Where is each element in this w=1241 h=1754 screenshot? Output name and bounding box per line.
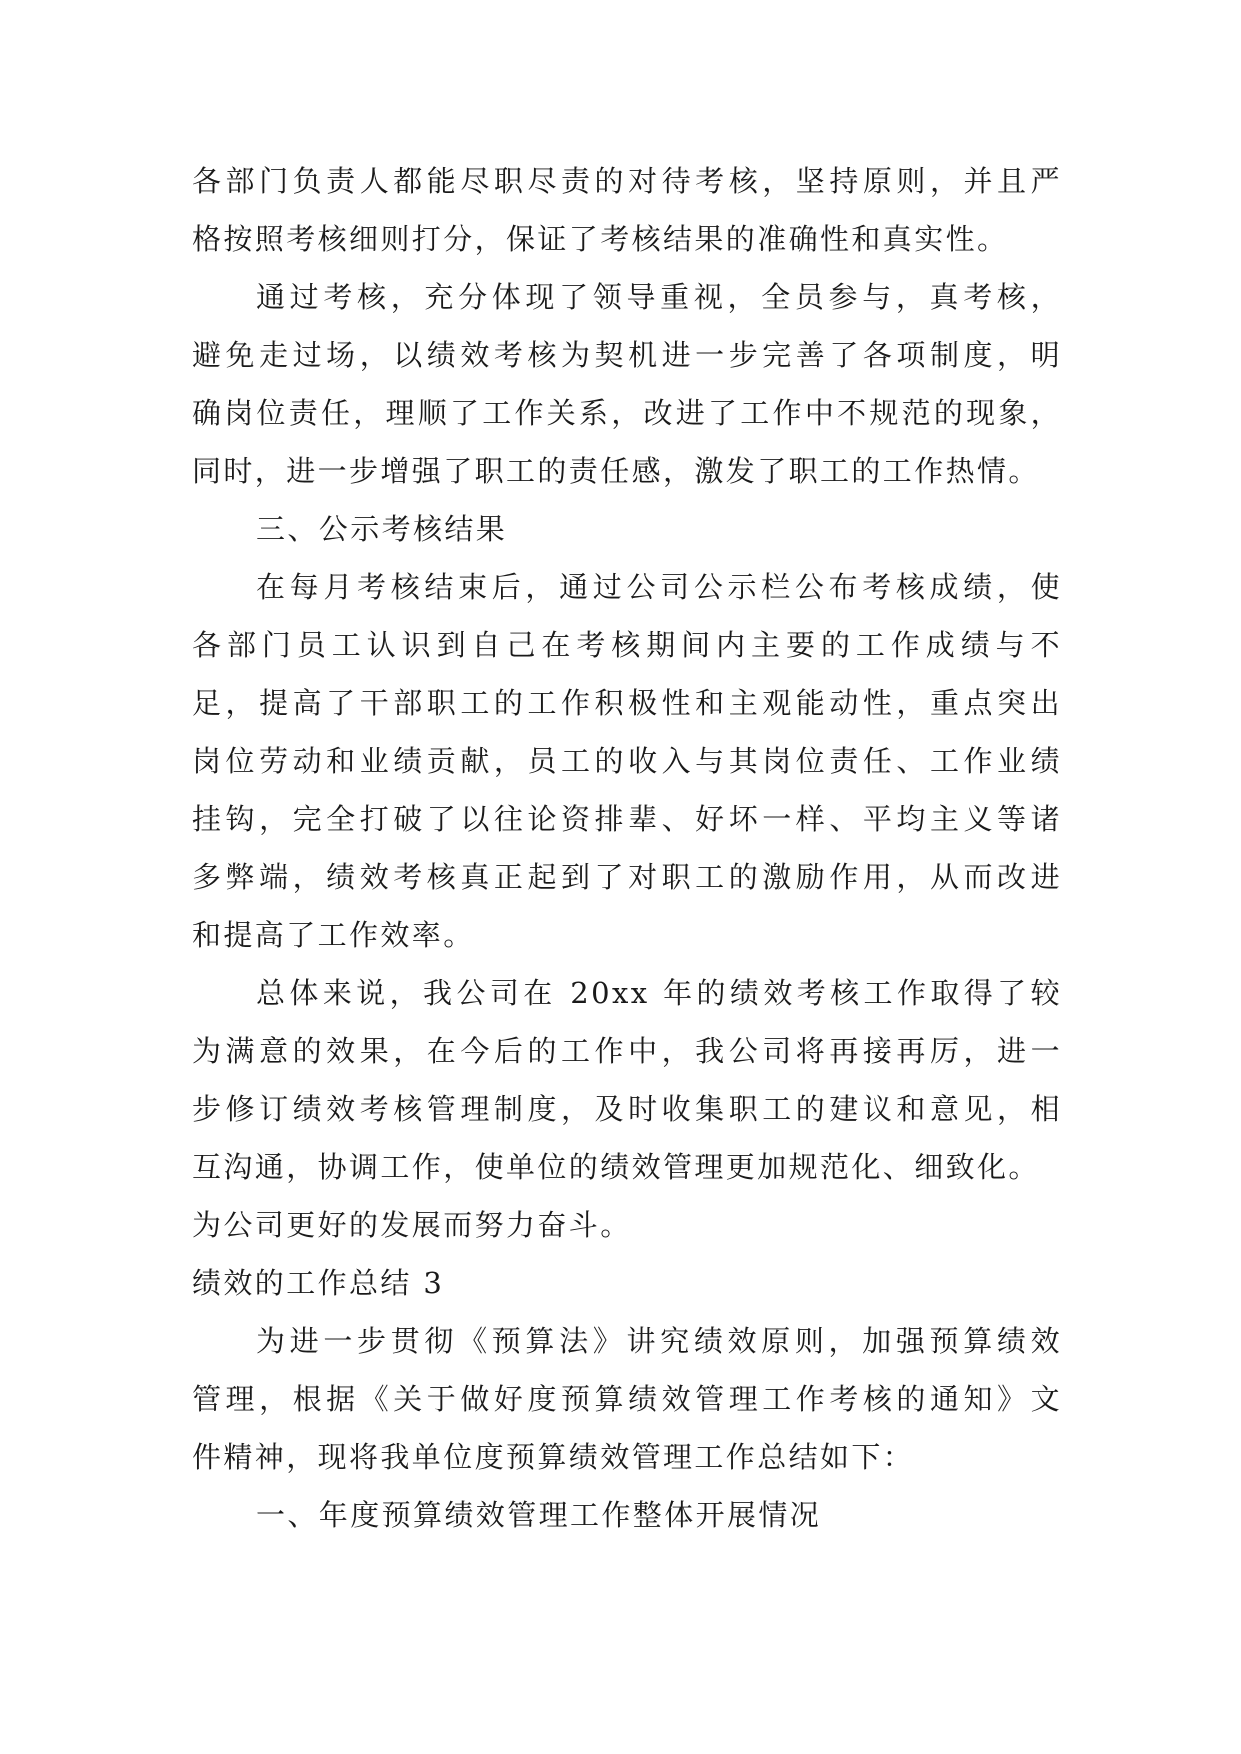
paragraph-line: 件精神，现将我单位度预算绩效管理工作总结如下：	[192, 1440, 915, 1474]
paragraph-line: 为公司更好的发展而努力奋斗。	[192, 1208, 632, 1242]
paragraph-line: 为满意的效果，在今后的工作中，我公司将再接再厉，进一	[192, 1034, 1062, 1068]
paragraph-line: 各部门员工认识到自己在考核期间内主要的工作成绩与不	[192, 628, 1062, 662]
paragraph-line: 多弊端，绩效考核真正起到了对职工的激励作用，从而改进	[192, 860, 1062, 894]
paragraph-line: 避免走过场，以绩效考核为契机进一步完善了各项制度，明	[192, 338, 1062, 372]
paragraph-line: 岗位劳动和业绩贡献，员工的收入与其岗位责任、工作业绩	[192, 744, 1062, 778]
paragraph-line: 挂钩，完全打破了以往论资排辈、好坏一样、平均主义等诸	[192, 802, 1062, 836]
paragraph-line: 管理，根据《关于做好度预算绩效管理工作考核的通知》文	[192, 1382, 1062, 1416]
paragraph-line: 确岗位责任，理顺了工作关系，改进了工作中不规范的现象，	[192, 396, 1062, 430]
paragraph-line: 总体来说，我公司在 20xx 年的绩效考核工作取得了较	[256, 976, 1062, 1010]
paragraph-line: 为进一步贯彻《预算法》讲究绩效原则，加强预算绩效	[256, 1324, 1062, 1358]
document-body	[192, 152, 1062, 1544]
paragraph-line: 步修订绩效考核管理制度，及时收集职工的建议和意见，相	[192, 1092, 1062, 1126]
paragraph-line: 同时，进一步增强了职工的责任感，激发了职工的工作热情。	[192, 454, 1040, 488]
section-heading: 一、年度预算绩效管理工作整体开展情况	[256, 1498, 822, 1532]
section-title: 绩效的工作总结 3	[192, 1266, 445, 1300]
paragraph-line: 通过考核，充分体现了领导重视，全员参与，真考核，	[256, 280, 1062, 314]
paragraph-line: 各部门负责人都能尽职尽责的对待考核，坚持原则，并且严	[192, 164, 1062, 198]
paragraph-line: 和提高了工作效率。	[192, 918, 475, 952]
paragraph-line: 格按照考核细则打分，保证了考核结果的准确性和真实性。	[192, 222, 1009, 256]
paragraph-line: 互沟通，协调工作，使单位的绩效管理更加规范化、细致化。	[192, 1150, 1040, 1184]
section-heading: 三、公示考核结果	[256, 512, 508, 546]
paragraph-line: 在每月考核结束后，通过公司公示栏公布考核成绩，使	[256, 570, 1062, 604]
paragraph-line: 足，提高了干部职工的工作积极性和主观能动性，重点突出	[192, 686, 1062, 720]
